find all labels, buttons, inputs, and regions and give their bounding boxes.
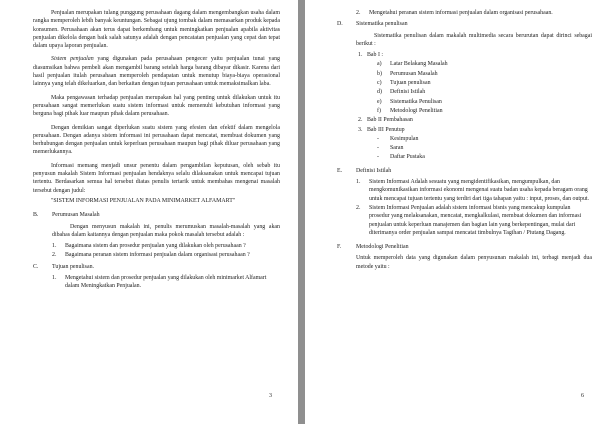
sub-item [337,79,592,87]
list-text: Bab II Pembahasan [367,117,413,124]
sub-item [337,107,592,115]
list-item [52,242,280,250]
list-text: Kesimpulan [390,135,419,142]
numbered-list [337,9,592,17]
list-text: Sistematika Penulisan [390,98,442,105]
list-marker: c) [377,80,382,87]
section-body: Sistematika penulisan dalam makalah multimedia secara berurutan dapat dirinci sebagai berikut : [356,32,592,47]
list-marker: 1. [52,243,57,250]
sub-item [337,153,592,161]
page-number: 6 [581,392,584,399]
bab-item [337,51,592,59]
list-text: Daftar Pustaka [390,154,425,161]
sub-item [337,60,592,68]
section-marker: D. [337,21,343,28]
list-marker: - [377,145,379,152]
list-marker: 2. [356,10,361,16]
list-marker: 1. [356,179,361,186]
list-marker: 2. [356,204,361,211]
list-text: Latar Belakang Masalah [390,61,448,68]
paragraph: Maka pengawasan terhadap penjualan merupakan hal yang penting untuk dilakukan untuk itu perusahaan sangat memerlukan suatu sistem informasi untuk memenuhi kebutuhan informasi yang berguna bagi pihak luar maupun pihak dalam perusahaan. [33,94,280,118]
numbered-list [33,242,280,260]
section-title: Metodologi Penelitian [356,244,409,251]
list-marker: 3. [358,126,363,133]
list-item [356,178,592,203]
list-text: Tujuan penulisan [390,80,431,87]
list-marker: b) [377,70,382,77]
section-marker: C. [33,263,39,270]
paragraph-text: yang digunakan pada perusahaan pengecer yaitu penjualan tunai yang diasumsikan bahwa pembeli akan mengambil barang setelah harga barang dibayar dikasir. Karena dari hasil penjualan itulah perusahaan memperoleh pendapatan untuk menutup biaya-biaya operasional lainnya yang telah dikeluarkan, dan berkaitan dengan tujuan perusahaan untuk memaksimalkan laba. [33,56,280,88]
sub-item [337,88,592,96]
section-marker: F. [337,244,342,251]
bab-item [337,126,592,134]
page-content [33,9,280,294]
numbered-list [33,274,280,291]
list-item [52,251,280,259]
section-heading-c [33,263,280,271]
section-title: Sistematika penulisan [356,21,408,28]
list-marker: - [377,135,379,142]
list-marker: f) [377,107,381,114]
italic-term: Sistem penjualan [51,56,94,63]
list-text: Bagaimana peranan sistem informasi penjualan dalam organisasi perusahaan ? [65,252,250,259]
list-marker: e) [377,98,382,105]
section-title: Tujuan penulisan. [52,263,94,270]
list-item [52,274,280,291]
sub-item [337,70,592,78]
list-item [356,204,592,237]
bab-item [337,116,592,124]
page-number: 3 [269,392,272,399]
list-text: Mengetahui sistem dan prosedur penjualan yang dilakukan oleh minimarket Alfamart dalam Meningkatkan Penjualan. [65,275,267,290]
page-content [337,9,592,274]
list-text: Bab III Penutup [367,126,405,133]
paragraph: Informasi memang menjadi unsur penentu dalam pengambilan keputusan, oleh sebab itu penyusun makalah Sistem Informasi penjualan hendaknya selalu dilaksanakan untuk mencapai tujuan tertentu. Berdasarkan semua hal tersebut diatas penulis tertarik untuk membahas mengenai masalah tersebut dengan judul: [33,162,280,194]
sub-item [337,135,592,143]
numbered-list [337,178,592,237]
section-title: Definisi Istilah [356,167,392,174]
list-text: Mengetahui peranan sistem informasi penjualan dalam organisasi perusahaan. [369,10,553,16]
list-marker: 1. [358,52,363,59]
list-text: Definisi Istilah [390,89,426,96]
list-text: Metodologi Penelitian [390,107,443,114]
list-marker: 2. [52,252,57,259]
paragraph: Dengan demikian sangat diperlukan suatu sistem yang efesien dan efektif dalam mengelola perusahaan. Dengan adanya sistem informasi ini perusahaan dapat mencatat, membuat dokumen yang berhubungan dengan penjualan untuk keperluan perusahaan maupun bagi pihak diluar perusahaan yang memerlukannya. [33,124,280,156]
document-page-left [0,0,298,424]
section-heading-f [337,243,592,251]
list-text: Sistem Informasi Adalah sesuatu yang mengidentifikasikan, mengumpulkan, dan mengkomunikasikan informasi ekonomi mengenai suatu badan usaha kepada beragam orang untuk mencapai tujuan tertentu yang terdiri dari tiga tahapan yaitu : input, proses, dan output. [369,179,590,202]
list-marker: 1. [52,275,57,282]
document-page-right [305,0,610,424]
section-heading-e [337,167,592,175]
list-marker: a) [377,61,382,68]
list-text: Bagaimana sistem dan prosedur penjualan yang dilakukan oleh perusahaan ? [65,243,246,250]
list-marker: - [377,154,379,161]
page-gap [298,0,305,424]
section-heading-b [33,211,280,219]
list-item [356,9,592,17]
list-text: Bab I : [367,52,384,59]
section-marker: E. [337,167,343,174]
section-title: Perumusan Masalah [52,212,100,219]
section-heading-d [337,20,592,28]
report-title: "SISTEM INFORMASI PENJUALAN PADA MINIMARKET ALFAMART" [51,197,236,204]
list-text: Perumusan Masalah [390,70,438,77]
list-text: Saran [390,145,404,152]
section-body: Dengan menyusun makalah ini, penulis merumuskan masalah-masalah yang akan dibahas dalam kaitannya dengan penjualan maka pokok masalah tersebut adalah : [52,223,280,238]
section-body: Untuk memperoleh data yang digunakan dalam penyusunan makalah ini, terbagi menjadi dua metode yaitu : [356,255,592,270]
list-marker: 2. [358,117,363,124]
sub-item [337,144,592,152]
sub-item [337,98,592,106]
list-marker: d) [377,89,382,96]
section-marker: B. [33,212,39,219]
list-text: Sistem Informasi Penjualan adalah sistem informasi bisnis yang mencakup kumpulan prosedur yang melaksanakan, mencatat, mengkalkulasi, membuat dokumen dan informasi penjualan untuk keperluan manajemen dan bagian lain yang berkepentingan, mulai dari diterimanya order penjualan sampai mencatat timbulnya Tagihan / Piutang Dagang. [369,204,582,236]
paragraph [33,55,280,88]
paragraph: Penjualan merupakan tulang punggung perusahaan dagang dalam mengembangkan usaha dalam rangka memperoleh lebih banyak keuntungan. Sebagai ujung tombak dalam memasarkan produk kepada konsumen. Perusahaan akan terus dapat berkembang untuk meningkatkan penjualan apabila aktivitas penjualan dikelola dengan baik salah satunya adalah dengan pencatatan penjualan yang cepat dan tepat dalam upaya laporan penjualan. [33,10,280,50]
